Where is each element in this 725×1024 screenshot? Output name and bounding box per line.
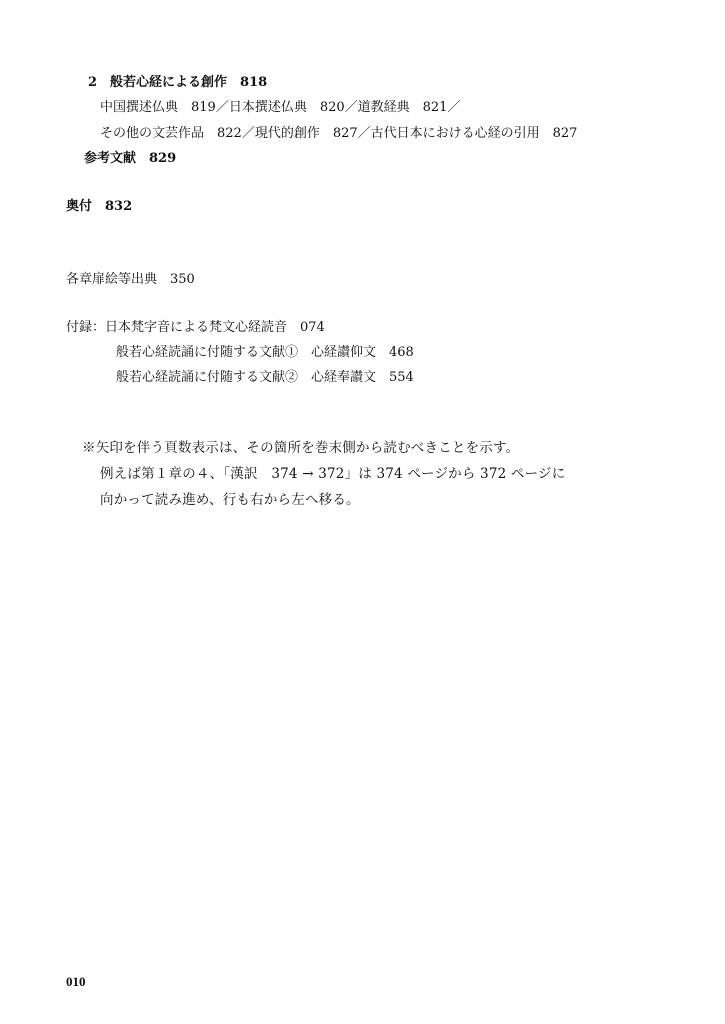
section-2-heading: 2 般若心経による創作 818 (88, 75, 268, 90)
section-2-entries-line-1: 中国撰述仏典 819／日本撰述仏典 820／道教経典 821／ (100, 100, 461, 115)
section-2-entries-line-2: その他の文芸作品 822／現代的創作 827／古代日本における心経の引用 827 (100, 126, 578, 141)
frontispiece-sources-entry: 各章扉絵等出典 350 (66, 272, 195, 287)
appendix-entry-line-1: 付録：日本梵字音による梵文心経読音 074 (66, 320, 325, 335)
appendix-entry-line-3: 般若心経読誦に付随する文献② 心経奉讃文 554 (116, 370, 414, 385)
references-entry: 参考文献 829 (84, 151, 177, 166)
appendix-entry-line-2: 般若心経読誦に付随する文献① 心経讃仰文 468 (116, 345, 414, 360)
note-line-3: 向かって読み進め、行も右から左へ移る。 (100, 492, 360, 508)
note-line-1: ※矢印を伴う頁数表示は、その箇所を巻末側から読むべきことを示す。 (82, 440, 520, 456)
note-line-2: 例えば第１章の４、「漢訳 374 → 372」は 374 ページから 372 ページに (100, 466, 566, 482)
colophon-entry: 奥付 832 (66, 199, 133, 214)
page-number: 010 (66, 974, 86, 989)
